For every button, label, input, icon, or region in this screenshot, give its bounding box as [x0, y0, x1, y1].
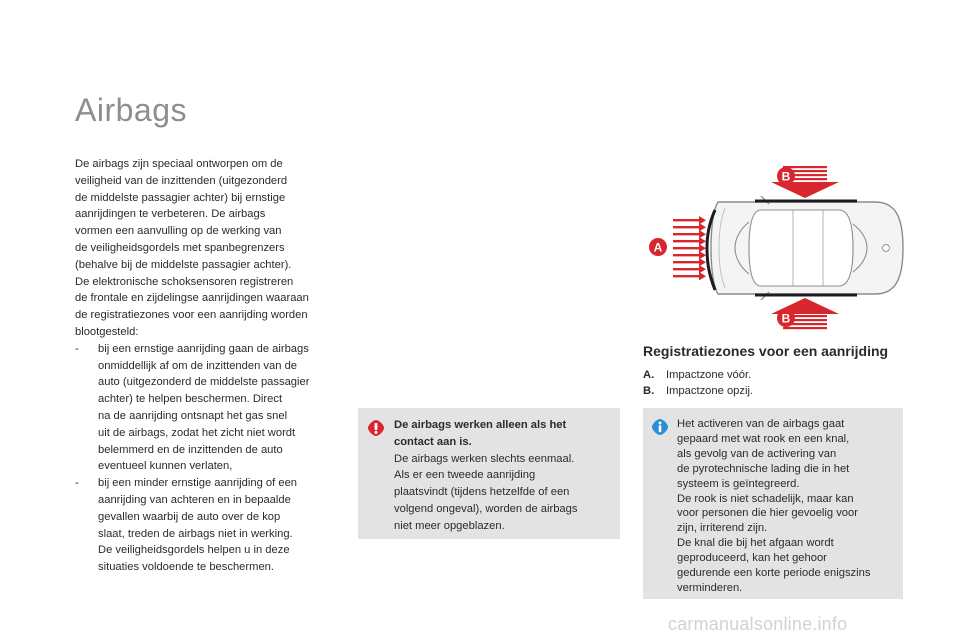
- zone-item: [643, 383, 753, 399]
- warning-line: Als er een tweede aanrijding: [394, 469, 536, 482]
- zone-letter: A.: [643, 369, 655, 381]
- car-top-view: [711, 196, 903, 300]
- zone-text: Impactzone opzij.: [666, 385, 754, 397]
- label-a-text: A: [653, 240, 663, 255]
- exclamation-icon: [367, 419, 385, 437]
- bullet-line: aanrijding van achteren en in bepaalde: [98, 493, 291, 506]
- warning-box: [358, 408, 620, 539]
- bullet-line: bij een minder ernstige aanrijding of een: [98, 477, 298, 490]
- info-line: De rook is niet schadelijk, maar kan: [677, 492, 854, 505]
- bullet-text: [98, 475, 345, 576]
- intro-line: De airbags zijn speciaal ontworpen om de: [75, 158, 283, 170]
- bullet-line: auto (uitgezonderd de middelste passagier: [98, 376, 310, 389]
- info-line: gepaard met wat rook en een knal,: [677, 432, 850, 445]
- info-line: verminderen.: [677, 581, 743, 594]
- info-line: als gevolg van de activering van: [677, 447, 837, 460]
- intro-text: [75, 156, 345, 576]
- intro-line: aanrijdingen te verbeteren. De airbags: [75, 208, 266, 221]
- bullet-line: eventueel kunnen verlaten,: [98, 460, 233, 473]
- bullet-line: achter) te helpen beschermen. Direct: [98, 393, 283, 406]
- intro-line: veiligheid van de inzittenden (uitgezonderd: [75, 174, 288, 187]
- label-badge-a: [649, 238, 667, 256]
- bullet-dash: -: [75, 342, 79, 355]
- bullet-line: bij een ernstige aanrijding gaan de airbags: [98, 342, 309, 355]
- front-impact-arrows: [673, 216, 706, 280]
- bullet-line: slaat, treden de airbags niet in werking.: [98, 527, 293, 540]
- info-line: systeem is geïntegreerd.: [677, 477, 800, 490]
- bullet-line: situaties voldoende te beschermen.: [98, 561, 275, 574]
- bullet-line: De veiligheidsgordels helpen u in deze: [98, 544, 290, 557]
- bullet-line: onmiddellijk af om de inzittenden van de: [98, 359, 298, 372]
- zone-text: Impactzone vóór.: [666, 369, 752, 381]
- label-badge-b-bottom: [777, 309, 795, 327]
- bullet-line: gevallen waarbij de auto over de kop: [98, 510, 281, 523]
- bullet-item: [75, 341, 345, 475]
- info-text: [677, 417, 899, 596]
- bullet-text: [98, 341, 345, 475]
- zone-list: [643, 367, 753, 399]
- intro-line: De elektronische schoksensoren registreren: [75, 275, 294, 288]
- warning-line: volgend ongeval), worden de airbags: [394, 502, 578, 515]
- intro-line: de frontale en zijdelingse aanrijdingen waaraan: [75, 292, 309, 305]
- bullet-line: na de aanrijding ontsnapt het gas snel: [98, 409, 288, 422]
- impact-zone-diagram: [643, 160, 908, 335]
- zone-item: [643, 367, 753, 383]
- info-line: zijn, irriterend zijn.: [677, 522, 768, 535]
- warning-heading-line: De airbags werken alleen als het: [394, 419, 567, 431]
- bullet-item: [75, 475, 345, 576]
- warning-heading-line: contact aan is.: [394, 435, 472, 448]
- warning-line: plaatsvindt (tijdens hetzelfde of een: [394, 486, 570, 499]
- info-line: de pyrotechnische lading die in het: [677, 462, 850, 475]
- info-icon: [651, 418, 669, 436]
- bullet-line: belemmerd en de inzittenden de auto: [98, 443, 283, 456]
- info-box: [643, 408, 903, 599]
- info-line: gedurende een korte periode enigszins: [677, 567, 871, 580]
- warning-text: [394, 417, 608, 535]
- bullet-dash: -: [75, 477, 79, 490]
- warning-line: niet meer opgeblazen.: [394, 519, 505, 532]
- intro-line: blootgesteld:: [75, 325, 139, 338]
- label-b-bottom-text: B: [781, 311, 791, 326]
- watermark: carmanualsonline.info: [668, 614, 848, 634]
- page-title: Airbags: [75, 92, 187, 128]
- info-line: voor personen die hier gevoelig voor: [677, 507, 858, 520]
- intro-line: (behalve bij de middelste passagier achter).: [75, 258, 292, 271]
- intro-line: de veiligheidsgordels met spanbegrenzers: [75, 241, 285, 254]
- intro-line: de middelste passagier achter) bij ernstige: [75, 191, 286, 204]
- info-line: geproduceerd, kan het gehoor: [677, 552, 827, 565]
- warning-line: De airbags werken slechts eenmaal.: [394, 452, 575, 465]
- zone-letter: B.: [643, 385, 655, 397]
- label-badge-b-top: [777, 167, 795, 185]
- label-b-top-text: B: [781, 169, 791, 184]
- section-heading: Registratiezones voor een aanrijding: [643, 343, 889, 359]
- intro-line: vormen een aanvulling op de werking van: [75, 225, 282, 238]
- info-line: De knal die bij het afgaan wordt: [677, 537, 834, 550]
- intro-line: de registratiezones voor een aanrijding worden: [75, 309, 308, 322]
- info-line: Het activeren van de airbags gaat: [677, 418, 845, 430]
- bullet-line: uit de airbags, zodat het zicht niet wordt: [98, 426, 296, 439]
